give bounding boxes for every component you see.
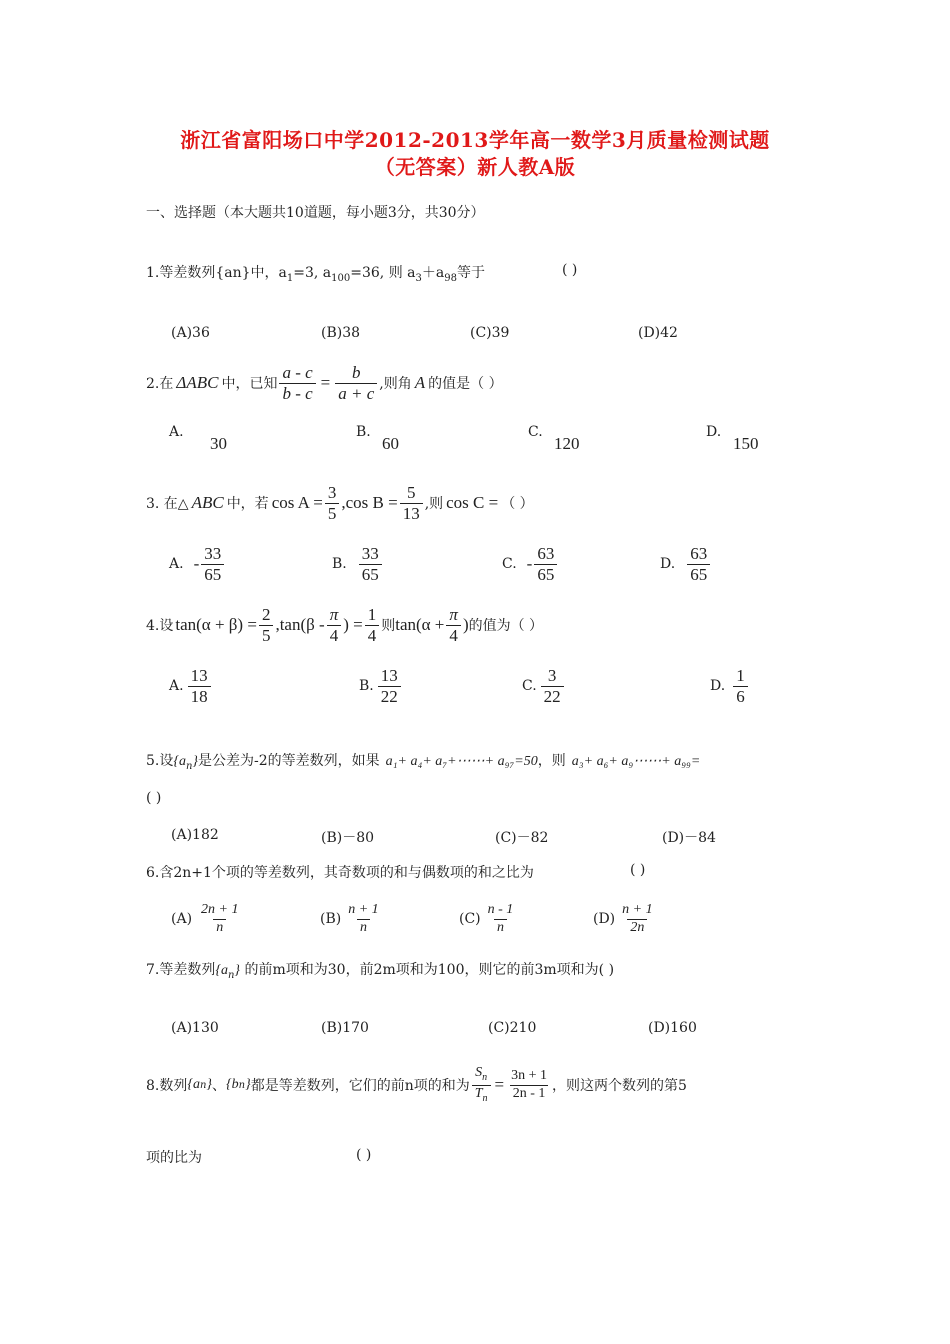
fraction-3-over-5: $\frac{3}{5}$ [325,484,340,523]
q7-option-a: (A)130 [171,1020,219,1036]
question-8: 8.数列 {a n } 、 {b n } 都是等差数列，它们的前n项的和为 $\frac{S_n}{T_n}$ = $\frac{3n + 1}{2n - 1}$ ，则这两个数列的第5 [146,1065,687,1104]
q6-option-c: (C) $\frac{n - 1}{n}$ [459,901,514,935]
q6-option-a: (A) $\frac{2n + 1}{n}$ [171,901,239,935]
fraction-sn-over-tn: $\frac{S_n}{T_n}$ [472,1066,491,1104]
question-4: 4.设 tan(α + β) = $\frac{2}{5}$ ,tan(β - $\frac{\pi}{4}$ ) = $\frac{1}{4}$ 则 tan(α + $\frac{\pi}{4}$ ) 的值为（ ） [146,604,544,645]
q1-option-b: (B)38 [321,325,361,341]
question-7: 7.等差数列$\{a_n\}$ 的前m项和为30，前2m项和为100，则它的前3m项和为( ) [146,962,615,981]
question-6: 6.含2n+1个项的等差数列，其奇数项的和与偶数项的和之比为 [146,865,534,881]
q5-option-a: (A)182 [171,827,219,843]
q7-option-d: (D)160 [648,1020,697,1036]
answer-paren-5: ( ) [146,790,162,806]
q1-option-c: (C)39 [470,325,510,341]
q2-option-a-value: 30 [210,434,227,453]
q5-option-d: (D)－84 [662,830,716,846]
q1-option-a: (A)36 [171,325,210,341]
q7-option-c: (C)210 [488,1020,537,1036]
q2-option-b-label: B. [356,424,371,440]
q6-option-b: (B) $\frac{n + 1}{n}$ [320,901,379,935]
q3-option-d: D. $\frac{63}{65}$ [660,539,712,589]
document-title-line2: （无答案）新人教A版 [374,155,576,179]
question-5: 5.设$\{a_n\}$是公差为-2的等差数列，如果 a₁+ a₄+ a₇+⋯⋯+ a₉₇=50，则 a₃+ a₆+ a₉⋯⋯+ a₉₉= [146,753,701,772]
q6-option-d: (D) $\frac{n + 1}{2n}$ [593,901,653,935]
q1-option-d: (D)42 [638,325,678,341]
q2-option-d-value: 150 [733,434,759,453]
question-3: 3. 在△ ABC 中，若 cos A = $\frac{3}{5}$ ,cos B = $\frac{5}{13}$ ,则 cos C = （ ） [146,482,534,523]
q4-option-a: A. $\frac{13}{18}$ [169,661,213,711]
fraction-b-over-a-plus-c: $\frac{b}{a + c}$ [335,364,377,403]
q3-option-c: C. - $\frac{63}{65}$ [502,539,559,589]
section-heading: 一、选择题（本大题共10道题，每小题3分，共30分） [146,205,485,221]
q2-option-d-label: D. [706,424,722,440]
q5-option-c: (C)－82 [495,830,549,846]
answer-paren-1: ( ) [562,262,578,278]
q3-option-a: A. - $\frac{33}{65}$ [169,539,226,589]
fraction-a-minus-c-over-b-minus-c: $\frac{a - c}{b - c}$ [279,364,315,403]
fraction-5-over-13: $\frac{5}{13}$ [400,484,423,523]
fraction-3n-plus-1-over-2n-minus-1: $\frac{3n + 1}{2n - 1}$ [511,1067,548,1101]
document-title-line1: 浙江省富阳场口中学2012-2013学年高一数学3月质量检测试题 [180,128,770,152]
question-1: 1.等差数列{an}中，$a_1=3$, $a_{100}=36$, 则 $a_3+a_{98}$等于 [146,265,485,284]
q5-option-b: (B)－80 [321,830,375,846]
q2-option-a-label: A. [169,424,184,440]
q2-option-c-label: C. [528,424,543,440]
answer-paren-6: ( ) [630,862,646,878]
question-2: 2.在 ΔABC 中，已知 $\frac{a - c}{b - c}$ = $\frac{b}{a + c}$ ,则角 A 的值是（ ） [146,362,503,403]
q4-option-d: D. $\frac{1}{6}$ [710,661,750,711]
q7-option-b: (B)170 [321,1020,369,1036]
answer-paren-8: ( ) [356,1147,372,1163]
q3-option-b: B. $\frac{33}{65}$ [332,539,384,589]
q4-option-c: C. $\frac{3}{22}$ [522,661,566,711]
q4-option-b: B. $\frac{13}{22}$ [359,661,403,711]
q2-option-c-value: 120 [554,434,580,453]
q2-option-b-value: 60 [382,434,399,453]
question-8-line2: 项的比为 [146,1150,202,1166]
